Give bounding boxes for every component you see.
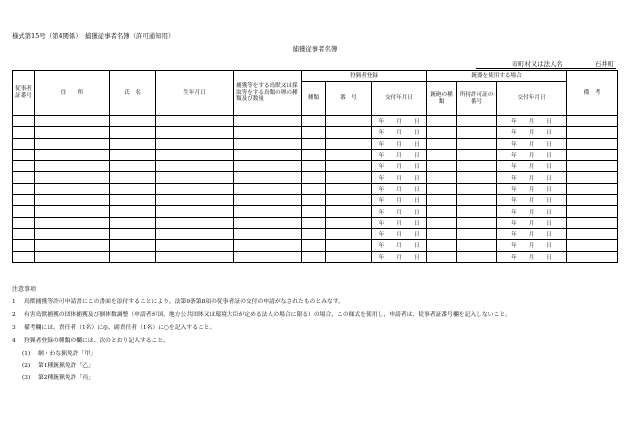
address-cell[interactable] xyxy=(35,172,110,183)
hunting-date-cell[interactable] xyxy=(372,127,427,138)
hunting-number-cell[interactable] xyxy=(326,161,372,172)
hunting-date-cell[interactable] xyxy=(372,116,427,127)
gun-permit-cell[interactable] xyxy=(457,183,497,194)
notes-heading: 注意事項 xyxy=(12,286,37,293)
gun-type-cell[interactable] xyxy=(427,138,457,149)
date-year-mark: 年 xyxy=(511,153,517,160)
note-sub-text: 第2種銃猟免許「丙」 xyxy=(38,375,94,381)
id-cell[interactable] xyxy=(13,251,35,262)
remarks-cell[interactable] xyxy=(567,116,618,127)
date-month-mark: 月 xyxy=(396,243,402,250)
city-name: 石井町 xyxy=(594,60,614,68)
date-year-mark: 年 xyxy=(511,119,517,126)
col-header-gun-group: 銃器を使用する場合 xyxy=(427,71,567,82)
date-day-mark: 日 xyxy=(413,119,420,126)
note-number: 1 xyxy=(12,299,16,305)
id-cell[interactable] xyxy=(13,183,35,194)
date-day-mark: 日 xyxy=(546,186,552,193)
date-day-mark: 日 xyxy=(413,186,420,193)
table-row xyxy=(13,228,618,239)
date-year-mark: 年 xyxy=(378,130,385,137)
date-day-mark: 日 xyxy=(413,130,420,137)
gun-date-cell[interactable] xyxy=(497,138,567,149)
date-month-mark: 月 xyxy=(528,254,535,261)
remarks-cell[interactable] xyxy=(567,228,618,239)
gun-type-cell[interactable] xyxy=(427,240,457,251)
address-cell[interactable] xyxy=(35,149,110,160)
gun-date-cell[interactable] xyxy=(497,172,567,183)
id-cell[interactable] xyxy=(13,206,35,217)
address-cell[interactable] xyxy=(35,127,110,138)
table-row xyxy=(13,161,618,172)
hunting-type-cell[interactable] xyxy=(302,183,326,194)
hunting-number-cell[interactable] xyxy=(326,206,372,217)
date-day-mark: 日 xyxy=(546,232,552,239)
table-row xyxy=(13,206,618,217)
birthdate-cell[interactable] xyxy=(156,172,234,183)
date-day-mark: 日 xyxy=(413,198,420,205)
date-day-mark: 日 xyxy=(546,198,552,205)
col-header-birthdate: 生年月日 xyxy=(156,71,234,116)
address-cell[interactable] xyxy=(35,251,110,262)
note-number: 2 xyxy=(12,312,16,318)
date-year-mark: 年 xyxy=(511,186,517,193)
date-day-mark: 日 xyxy=(546,130,552,137)
address-cell[interactable] xyxy=(35,228,110,239)
gun-date-cell[interactable] xyxy=(497,183,567,194)
note-sub-text: 網・わな猟免許「甲」 xyxy=(38,351,96,357)
remarks-cell[interactable] xyxy=(567,138,618,149)
table-row xyxy=(13,183,618,194)
birthdate-cell[interactable] xyxy=(156,161,234,172)
gun-permit-cell[interactable] xyxy=(457,228,497,239)
date-month-mark: 月 xyxy=(396,209,402,216)
date-month-mark: 月 xyxy=(528,153,535,160)
hunting-number-cell[interactable] xyxy=(326,217,372,228)
date-year-mark: 年 xyxy=(511,198,517,205)
name-cell[interactable] xyxy=(110,228,156,239)
note-text: 備考欄には、責任者（1名）に◎、副責任者（1名）に○を記入すること。 xyxy=(24,325,216,331)
hunting-type-cell[interactable] xyxy=(302,251,326,262)
gun-type-cell[interactable] xyxy=(427,195,457,206)
table-row xyxy=(13,217,618,228)
name-cell[interactable] xyxy=(110,161,156,172)
address-cell[interactable] xyxy=(35,240,110,251)
species-cell[interactable] xyxy=(234,195,302,206)
date-day-mark: 日 xyxy=(546,243,552,250)
table-row xyxy=(13,127,618,138)
birthdate-cell[interactable] xyxy=(156,206,234,217)
name-cell[interactable] xyxy=(110,195,156,206)
hunting-number-cell[interactable] xyxy=(326,172,372,183)
roster-table xyxy=(12,70,618,263)
id-cell[interactable] xyxy=(13,217,35,228)
note-item xyxy=(12,335,169,344)
date-year-mark: 年 xyxy=(378,220,385,227)
date-year-mark: 年 xyxy=(378,119,385,126)
birthdate-cell[interactable] xyxy=(156,217,234,228)
hunting-date-cell[interactable] xyxy=(372,138,427,149)
date-day-mark: 日 xyxy=(546,175,552,182)
gun-date-cell[interactable] xyxy=(497,161,567,172)
city-field xyxy=(512,61,614,67)
hunting-number-cell[interactable] xyxy=(326,251,372,262)
id-cell[interactable] xyxy=(13,116,35,127)
species-cell[interactable] xyxy=(234,149,302,160)
date-year-mark: 年 xyxy=(378,175,385,182)
note-item xyxy=(12,322,215,331)
date-month-mark: 月 xyxy=(396,220,402,227)
table-row xyxy=(13,195,618,206)
gun-type-cell[interactable] xyxy=(427,228,457,239)
table-row xyxy=(13,116,618,127)
birthdate-cell[interactable] xyxy=(156,183,234,194)
gun-permit-cell[interactable] xyxy=(457,116,497,127)
hunting-type-cell[interactable] xyxy=(302,240,326,251)
remarks-cell[interactable] xyxy=(567,217,618,228)
date-month-mark: 月 xyxy=(528,243,535,250)
date-day-mark: 日 xyxy=(413,164,420,171)
note-number: 4 xyxy=(12,338,16,344)
note-sub-number: (3) xyxy=(22,375,31,381)
date-year-mark: 年 xyxy=(378,254,385,261)
date-day-mark: 日 xyxy=(546,209,552,216)
gun-permit-cell[interactable] xyxy=(457,161,497,172)
gun-date-cell[interactable] xyxy=(497,240,567,251)
date-month-mark: 月 xyxy=(528,164,535,171)
date-year-mark: 年 xyxy=(378,243,385,250)
roster-body xyxy=(13,116,618,263)
date-month-mark: 月 xyxy=(528,186,535,193)
id-cell[interactable] xyxy=(13,240,35,251)
gun-permit-cell[interactable] xyxy=(457,206,497,217)
remarks-cell[interactable] xyxy=(567,240,618,251)
table-row xyxy=(13,172,618,183)
species-cell[interactable] xyxy=(234,116,302,127)
id-cell[interactable] xyxy=(13,138,35,149)
hunting-type-cell[interactable] xyxy=(302,228,326,239)
species-cell[interactable] xyxy=(234,161,302,172)
date-day-mark: 日 xyxy=(413,153,420,160)
note-sub-number: (1) xyxy=(22,351,31,357)
date-year-mark: 年 xyxy=(511,232,517,239)
date-month-mark: 月 xyxy=(528,175,535,182)
gun-type-cell[interactable] xyxy=(427,183,457,194)
address-cell[interactable] xyxy=(35,195,110,206)
gun-permit-cell[interactable] xyxy=(457,172,497,183)
date-month-mark: 月 xyxy=(528,198,535,205)
date-year-mark: 年 xyxy=(511,164,517,171)
birthdate-cell[interactable] xyxy=(156,251,234,262)
date-year-mark: 年 xyxy=(378,198,385,205)
hunting-date-cell[interactable] xyxy=(372,195,427,206)
date-year-mark: 年 xyxy=(511,243,517,250)
gun-date-cell[interactable] xyxy=(497,116,567,127)
note-sub-number: (2) xyxy=(22,363,31,369)
hunting-number-cell[interactable] xyxy=(326,228,372,239)
col-header-id: 従事者証番号 xyxy=(13,71,35,116)
gun-type-cell[interactable] xyxy=(427,116,457,127)
address-cell[interactable] xyxy=(35,161,110,172)
hunting-type-cell[interactable] xyxy=(302,206,326,217)
name-cell[interactable] xyxy=(110,138,156,149)
birthdate-cell[interactable] xyxy=(156,240,234,251)
note-sub-text: 第1種銃猟免許「乙」 xyxy=(38,363,94,369)
date-day-mark: 日 xyxy=(413,220,420,227)
date-day-mark: 日 xyxy=(413,254,420,261)
hunting-date-cell[interactable] xyxy=(372,161,427,172)
remarks-cell[interactable] xyxy=(567,183,618,194)
note-text: 狩猟者登録の種類の欄には、次のとおり記入すること。 xyxy=(24,338,169,344)
col-header-hunting-date: 交付年月日 xyxy=(372,82,427,116)
hunting-type-cell[interactable] xyxy=(302,161,326,172)
date-month-mark: 月 xyxy=(396,130,402,137)
date-year-mark: 年 xyxy=(511,209,517,216)
form-label: 様式第15号（第4関係） 捕獲従事者名簿（許可通知用） xyxy=(12,32,175,40)
date-day-mark: 日 xyxy=(413,209,420,216)
note-text: 鳥獣捕獲等許可申請書にこの書面を添付することにより、法第9条第8項の従事者証の交付の申請がなされたものとみなす。 xyxy=(24,299,344,305)
gun-type-cell[interactable] xyxy=(427,149,457,160)
remarks-cell[interactable] xyxy=(567,195,618,206)
gun-type-cell[interactable] xyxy=(427,127,457,138)
remarks-cell[interactable] xyxy=(567,161,618,172)
col-header-hunting-type: 種類 xyxy=(302,82,326,116)
name-cell[interactable] xyxy=(110,127,156,138)
name-cell[interactable] xyxy=(110,206,156,217)
remarks-cell[interactable] xyxy=(567,149,618,160)
id-cell[interactable] xyxy=(13,228,35,239)
note-item xyxy=(12,296,344,305)
hunting-type-cell[interactable] xyxy=(302,138,326,149)
birthdate-cell[interactable] xyxy=(156,138,234,149)
note-text: 有害鳥獣捕獲の団体捕獲及び個体数調整（申請者が国、地方公共団体又は環境大臣が定める法人の場合に限る）の場合、この様式を使用し、申請者は、従事者証番号欄を記入しないこと。 xyxy=(24,312,511,318)
date-month-mark: 月 xyxy=(396,254,402,261)
date-year-mark: 年 xyxy=(378,209,385,216)
date-month-mark: 月 xyxy=(528,130,535,137)
city-underline xyxy=(476,68,616,69)
col-header-hunting-number: 番 号 xyxy=(326,82,372,116)
address-cell[interactable] xyxy=(35,217,110,228)
col-header-gun-permit: 所持許可証の番号 xyxy=(457,82,497,116)
gun-type-cell[interactable] xyxy=(427,217,457,228)
address-cell[interactable] xyxy=(35,206,110,217)
address-cell[interactable] xyxy=(35,138,110,149)
gun-permit-cell[interactable] xyxy=(457,251,497,262)
col-header-species: 捕獲等をする鳥獣又は採取等をする鳥類の卵の種類及び数量 xyxy=(234,71,302,116)
address-cell[interactable] xyxy=(35,116,110,127)
gun-permit-cell[interactable] xyxy=(457,138,497,149)
hunting-date-cell[interactable] xyxy=(372,217,427,228)
id-cell[interactable] xyxy=(13,127,35,138)
remarks-cell[interactable] xyxy=(567,206,618,217)
date-day-mark: 日 xyxy=(546,220,552,227)
hunting-date-cell[interactable] xyxy=(372,240,427,251)
birthdate-cell[interactable] xyxy=(156,116,234,127)
date-month-mark: 月 xyxy=(396,164,402,171)
hunting-number-cell[interactable] xyxy=(326,183,372,194)
col-header-address: 住 所 xyxy=(35,71,110,116)
species-cell[interactable] xyxy=(234,240,302,251)
gun-date-cell[interactable] xyxy=(497,206,567,217)
birthdate-cell[interactable] xyxy=(156,149,234,160)
gun-date-cell[interactable] xyxy=(497,127,567,138)
date-day-mark: 日 xyxy=(413,232,420,239)
date-year-mark: 年 xyxy=(378,232,385,239)
date-month-mark: 月 xyxy=(396,175,402,182)
gun-date-cell[interactable] xyxy=(497,251,567,262)
date-month-mark: 月 xyxy=(396,186,402,193)
remarks-cell[interactable] xyxy=(567,251,618,262)
species-cell[interactable] xyxy=(234,183,302,194)
name-cell[interactable] xyxy=(110,251,156,262)
date-day-mark: 日 xyxy=(413,243,420,250)
col-header-remarks: 備 考 xyxy=(567,71,618,116)
hunting-date-cell[interactable] xyxy=(372,206,427,217)
date-day-mark: 日 xyxy=(546,153,552,160)
hunting-type-cell[interactable] xyxy=(302,116,326,127)
hunting-number-cell[interactable] xyxy=(326,240,372,251)
document-title: 捕獲従事者名簿 xyxy=(292,45,338,53)
date-month-mark: 月 xyxy=(528,119,535,126)
birthdate-cell[interactable] xyxy=(156,127,234,138)
col-header-gun-type: 銃砲の種 類 xyxy=(427,82,457,116)
hunting-type-cell[interactable] xyxy=(302,127,326,138)
species-cell[interactable] xyxy=(234,206,302,217)
id-cell[interactable] xyxy=(13,149,35,160)
col-header-gun-date: 交付年月日 xyxy=(497,82,567,116)
date-year-mark: 年 xyxy=(378,153,385,160)
id-cell[interactable] xyxy=(13,161,35,172)
hunting-date-cell[interactable] xyxy=(372,172,427,183)
date-month-mark: 月 xyxy=(528,141,535,148)
hunting-type-cell[interactable] xyxy=(302,149,326,160)
date-year-mark: 年 xyxy=(378,164,385,171)
date-month-mark: 月 xyxy=(396,232,402,239)
name-cell[interactable] xyxy=(110,183,156,194)
species-cell[interactable] xyxy=(234,172,302,183)
date-year-mark: 年 xyxy=(511,220,517,227)
col-header-hunting-group: 狩猟者登録 xyxy=(302,71,427,82)
remarks-cell[interactable] xyxy=(567,127,618,138)
birthdate-cell[interactable] xyxy=(156,228,234,239)
date-month-mark: 月 xyxy=(528,209,535,216)
gun-permit-cell[interactable] xyxy=(457,217,497,228)
date-day-mark: 日 xyxy=(546,164,552,171)
species-cell[interactable] xyxy=(234,228,302,239)
id-cell[interactable] xyxy=(13,195,35,206)
hunting-number-cell[interactable] xyxy=(326,195,372,206)
date-month-mark: 月 xyxy=(396,119,402,126)
hunting-type-cell[interactable] xyxy=(302,217,326,228)
date-year-mark: 年 xyxy=(378,141,385,148)
col-header-name: 氏 名 xyxy=(110,71,156,116)
date-year-mark: 年 xyxy=(511,130,517,137)
name-cell[interactable] xyxy=(110,240,156,251)
name-cell[interactable] xyxy=(110,149,156,160)
note-sub-item xyxy=(22,348,96,357)
hunting-date-cell[interactable] xyxy=(372,183,427,194)
date-year-mark: 年 xyxy=(511,175,517,182)
hunting-number-cell[interactable] xyxy=(326,149,372,160)
hunting-type-cell[interactable] xyxy=(302,172,326,183)
species-cell[interactable] xyxy=(234,251,302,262)
gun-permit-cell[interactable] xyxy=(457,240,497,251)
gun-permit-cell[interactable] xyxy=(457,149,497,160)
date-day-mark: 日 xyxy=(413,175,420,182)
species-cell[interactable] xyxy=(234,138,302,149)
hunting-date-cell[interactable] xyxy=(372,228,427,239)
gun-type-cell[interactable] xyxy=(427,161,457,172)
date-month-mark: 月 xyxy=(396,153,402,160)
date-month-mark: 月 xyxy=(528,220,535,227)
species-cell[interactable] xyxy=(234,127,302,138)
note-sub-item xyxy=(22,372,94,381)
note-sub-item xyxy=(22,360,94,369)
date-year-mark: 年 xyxy=(511,141,517,148)
date-month-mark: 月 xyxy=(396,141,402,148)
date-day-mark: 日 xyxy=(413,141,420,148)
table-row xyxy=(13,240,618,251)
gun-date-cell[interactable] xyxy=(497,149,567,160)
name-cell[interactable] xyxy=(110,217,156,228)
city-label: 市町村又は法人名 xyxy=(511,60,563,68)
hunting-number-cell[interactable] xyxy=(326,138,372,149)
date-day-mark: 日 xyxy=(546,141,552,148)
gun-date-cell[interactable] xyxy=(497,228,567,239)
address-cell[interactable] xyxy=(35,183,110,194)
gun-permit-cell[interactable] xyxy=(457,127,497,138)
date-day-mark: 日 xyxy=(546,254,552,261)
gun-date-cell[interactable] xyxy=(497,195,567,206)
table-row xyxy=(13,251,618,262)
note-item xyxy=(12,309,511,318)
birthdate-cell[interactable] xyxy=(156,195,234,206)
date-month-mark: 月 xyxy=(396,198,402,205)
gun-permit-cell[interactable] xyxy=(457,195,497,206)
gun-type-cell[interactable] xyxy=(427,251,457,262)
hunting-number-cell[interactable] xyxy=(326,116,372,127)
remarks-cell[interactable] xyxy=(567,172,618,183)
hunting-date-cell[interactable] xyxy=(372,251,427,262)
table-row xyxy=(13,149,618,160)
id-cell[interactable] xyxy=(13,172,35,183)
date-year-mark: 年 xyxy=(511,254,517,261)
date-year-mark: 年 xyxy=(378,186,385,193)
gun-type-cell[interactable] xyxy=(427,206,457,217)
hunting-type-cell[interactable] xyxy=(302,195,326,206)
gun-type-cell[interactable] xyxy=(427,172,457,183)
name-cell[interactable] xyxy=(110,172,156,183)
hunting-number-cell[interactable] xyxy=(326,127,372,138)
hunting-date-cell[interactable] xyxy=(372,149,427,160)
date-month-mark: 月 xyxy=(528,232,535,239)
date-day-mark: 日 xyxy=(546,119,552,126)
note-number: 3 xyxy=(12,325,16,331)
species-cell[interactable] xyxy=(234,217,302,228)
table-row xyxy=(13,138,618,149)
gun-date-cell[interactable] xyxy=(497,217,567,228)
name-cell[interactable] xyxy=(110,116,156,127)
